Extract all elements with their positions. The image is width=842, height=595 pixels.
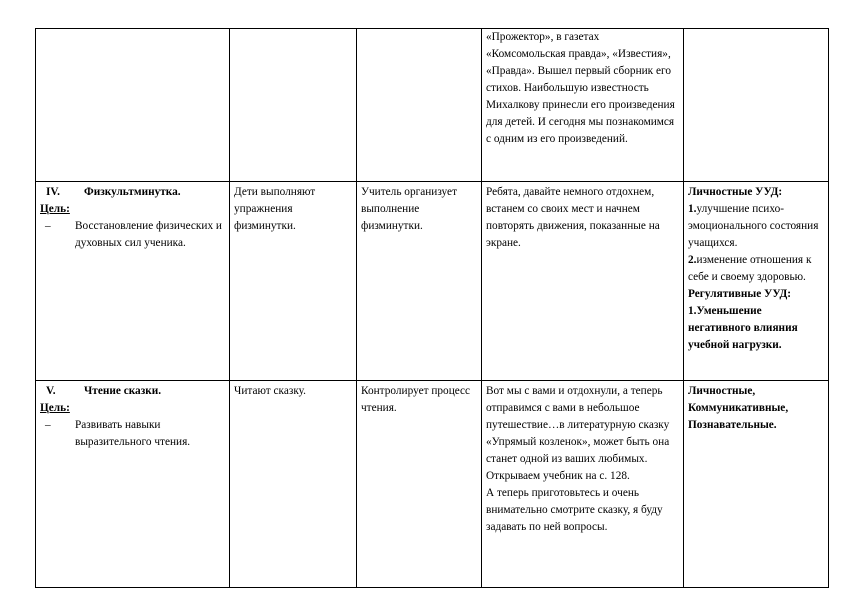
stage-number: IV. (46, 186, 60, 198)
content-paragraph: Открываем учебник на с. 128. (486, 470, 630, 482)
content-cell (482, 182, 684, 381)
uud-personal-item-2 (688, 252, 824, 286)
uud-cell (684, 182, 829, 381)
stage-heading (40, 383, 225, 400)
content-text: «Прожектор», в газетах «Комсомольская правда», «Известия», «Правда». Вышел первый сборник его стихов. Наибольшую известность Михалкову принесли его произведения для детей. И сегодня мы познакомимся с одним из его произведений. (486, 31, 675, 145)
dash-bullet: – (45, 220, 51, 232)
stage-heading (40, 184, 225, 201)
content-cell (482, 29, 684, 182)
goal-label: Цель: (40, 203, 70, 215)
content-text: Ребята, давайте немного отдохнем, встанем со своих мест и начнем повторять движения, показанные на экране. (486, 186, 660, 249)
table-row (36, 29, 829, 182)
stage-cell (36, 182, 230, 381)
item-text: улучшение психо-эмоционального состояния учащихся. (688, 203, 819, 249)
teacher-cell (357, 381, 482, 588)
stage-title: Физкультминутка. (84, 186, 181, 198)
content-cell (482, 381, 684, 588)
goal-item (40, 218, 225, 252)
content-paragraph: А теперь приготовьтесь и очень внимательно смотрите сказку, я буду задавать по ней вопросы. (486, 487, 663, 533)
teacher-cell (357, 29, 482, 182)
teacher-cell (357, 182, 482, 381)
uud-cell (684, 381, 829, 588)
content-paragraph: Вот мы с вами и отдохнули, а теперь отправимся с вами в небольшое путешествие…в литературную сказку «Упрямый козленок», может быть она станет одной из ваших любимых. (486, 385, 670, 465)
uud-personal-item-1 (688, 201, 824, 252)
item-text: изменение отношения к себе и своему здоровью. (688, 254, 812, 283)
pupils-cell (230, 182, 357, 381)
goal-text: Развивать навыки выразительного чтения. (75, 419, 191, 448)
lesson-plan-table (35, 28, 829, 588)
uud-regulative-item-1: 1.Уменьшение негативного влияния учебной нагрузки. (688, 305, 798, 351)
goal-text: Восстановление физических и духовных сил ученика. (75, 220, 222, 249)
table-row (36, 182, 829, 381)
dash-bullet: – (45, 419, 51, 431)
table-row (36, 381, 829, 588)
teacher-activity: Контролирует процесс чтения. (361, 385, 471, 414)
pupils-activity: Читают сказку. (234, 385, 307, 397)
teacher-activity: Учитель организует выполнение физминутки. (361, 186, 458, 232)
stage-cell (36, 381, 230, 588)
item-number: 1. (688, 203, 697, 215)
pupils-cell (230, 381, 357, 588)
pupils-activity: Дети выполняют упражнения физминутки. (234, 186, 316, 232)
stage-number: V. (46, 385, 56, 397)
uud-personal-label: Личностные УУД: (688, 186, 783, 198)
uud-list: Личностные, Коммуникативные, Познавательные. (688, 385, 789, 431)
uud-cell (684, 29, 829, 182)
item-number: 2. (688, 254, 697, 266)
pupils-cell (230, 29, 357, 182)
goal-item (40, 417, 225, 451)
stage-title: Чтение сказки. (84, 385, 162, 397)
uud-regulative-label: Регулятивные УУД: (688, 288, 792, 300)
stage-cell (36, 29, 230, 182)
goal-label: Цель: (40, 402, 70, 414)
